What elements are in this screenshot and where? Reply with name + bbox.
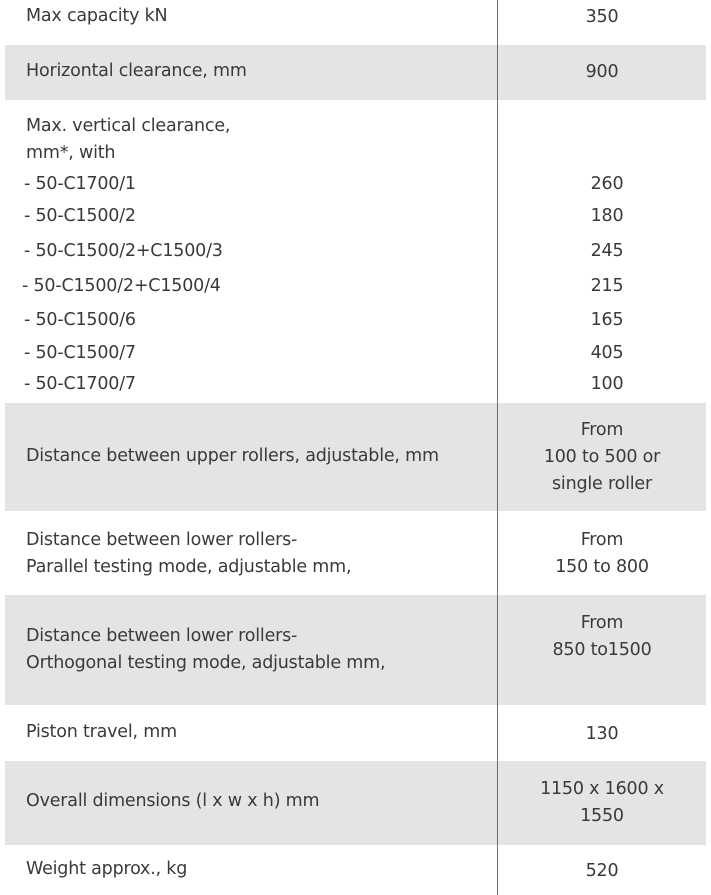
- lower-rollers-parallel-value: [498, 527, 706, 581]
- overall-dimensions-value-line1: 1150 x 1600 x: [540, 779, 664, 799]
- upper-rollers-label: Distance between upper rollers, adjustable, mm: [26, 446, 439, 466]
- vertical-clearance-item-value: 260: [590, 174, 624, 194]
- lower-rollers-orthogonal-value-line1: From: [580, 613, 624, 633]
- lower-rollers-orthogonal-label-line2: Orthogonal testing mode, adjustable mm,: [26, 653, 386, 673]
- upper-rollers-value-line2: 100 to 500 or: [543, 447, 661, 467]
- lower-rollers-orthogonal-value: [498, 610, 706, 664]
- max-capacity-value: 350: [585, 7, 619, 27]
- lower-rollers-orthogonal-label: [26, 623, 385, 677]
- overall-dimensions-value-line2: 1550: [580, 806, 624, 826]
- vertical-clearance-item-value: 215: [590, 276, 624, 296]
- vertical-clearance-item-label: - 50-C1700/7: [24, 374, 136, 394]
- vertical-clearance-item-label: - 50-C1500/2+C1500/3: [24, 241, 223, 261]
- vertical-clearance-item-value: 165: [590, 310, 624, 330]
- vertical-clearance-item-value: 405: [590, 343, 624, 363]
- overall-dimensions-value: [498, 776, 706, 830]
- column-divider: [497, 0, 498, 895]
- weight-label: Weight approx., kg: [26, 859, 188, 879]
- row-horizontal-clearance: [5, 45, 706, 100]
- vertical-clearance-label-line1: Max. vertical clearance,: [26, 116, 231, 136]
- vertical-clearance-item-label: - 50-C1500/6: [24, 310, 136, 330]
- lower-rollers-parallel-value-line2: 150 to 800: [555, 557, 649, 577]
- row-weight: [5, 845, 706, 895]
- vertical-clearance-item-label: - 50-C1500/7: [24, 343, 136, 363]
- vertical-clearance-item-value: 245: [590, 241, 624, 261]
- vertical-clearance-item-value: 100: [590, 374, 624, 394]
- lower-rollers-orthogonal-value-line2: 850 to1500: [552, 640, 652, 660]
- vertical-clearance-item-label: - 50-C1700/1: [24, 174, 136, 194]
- vertical-clearance-label-line2: mm*, with: [26, 143, 116, 163]
- upper-rollers-value-line3: single roller: [552, 474, 652, 494]
- horizontal-clearance-label: Horizontal clearance, mm: [26, 61, 247, 81]
- vertical-clearance-item-value: 180: [590, 206, 624, 226]
- row-overall-dimensions: [5, 761, 706, 845]
- lower-rollers-parallel-label: [26, 527, 351, 581]
- lower-rollers-parallel-label-line1: Distance between lower rollers-: [26, 530, 298, 550]
- horizontal-clearance-value: 900: [585, 62, 619, 82]
- upper-rollers-value: [498, 417, 706, 498]
- vertical-clearance-item-label: - 50-C1500/2+C1500/4: [22, 276, 221, 296]
- row-lower-rollers-parallel: [5, 511, 706, 595]
- row-max-capacity: [5, 0, 706, 44]
- row-piston-travel: [5, 705, 706, 761]
- piston-travel-value: 130: [585, 724, 619, 744]
- row-upper-rollers: [5, 403, 706, 511]
- weight-value: 520: [585, 861, 619, 881]
- upper-rollers-value-line1: From: [580, 420, 624, 440]
- row-lower-rollers-orthogonal: [5, 595, 706, 705]
- piston-travel-label: Piston travel, mm: [26, 722, 177, 742]
- vertical-clearance-item-label: - 50-C1500/2: [24, 206, 136, 226]
- overall-dimensions-label: Overall dimensions (l x w x h) mm: [26, 791, 320, 811]
- max-capacity-label: Max capacity kN: [26, 6, 168, 26]
- lower-rollers-parallel-value-line1: From: [580, 530, 624, 550]
- lower-rollers-orthogonal-label-line1: Distance between lower rollers-: [26, 626, 298, 646]
- lower-rollers-parallel-label-line2: Parallel testing mode, adjustable mm,: [26, 557, 352, 577]
- row-vertical-clearance: [5, 100, 706, 402]
